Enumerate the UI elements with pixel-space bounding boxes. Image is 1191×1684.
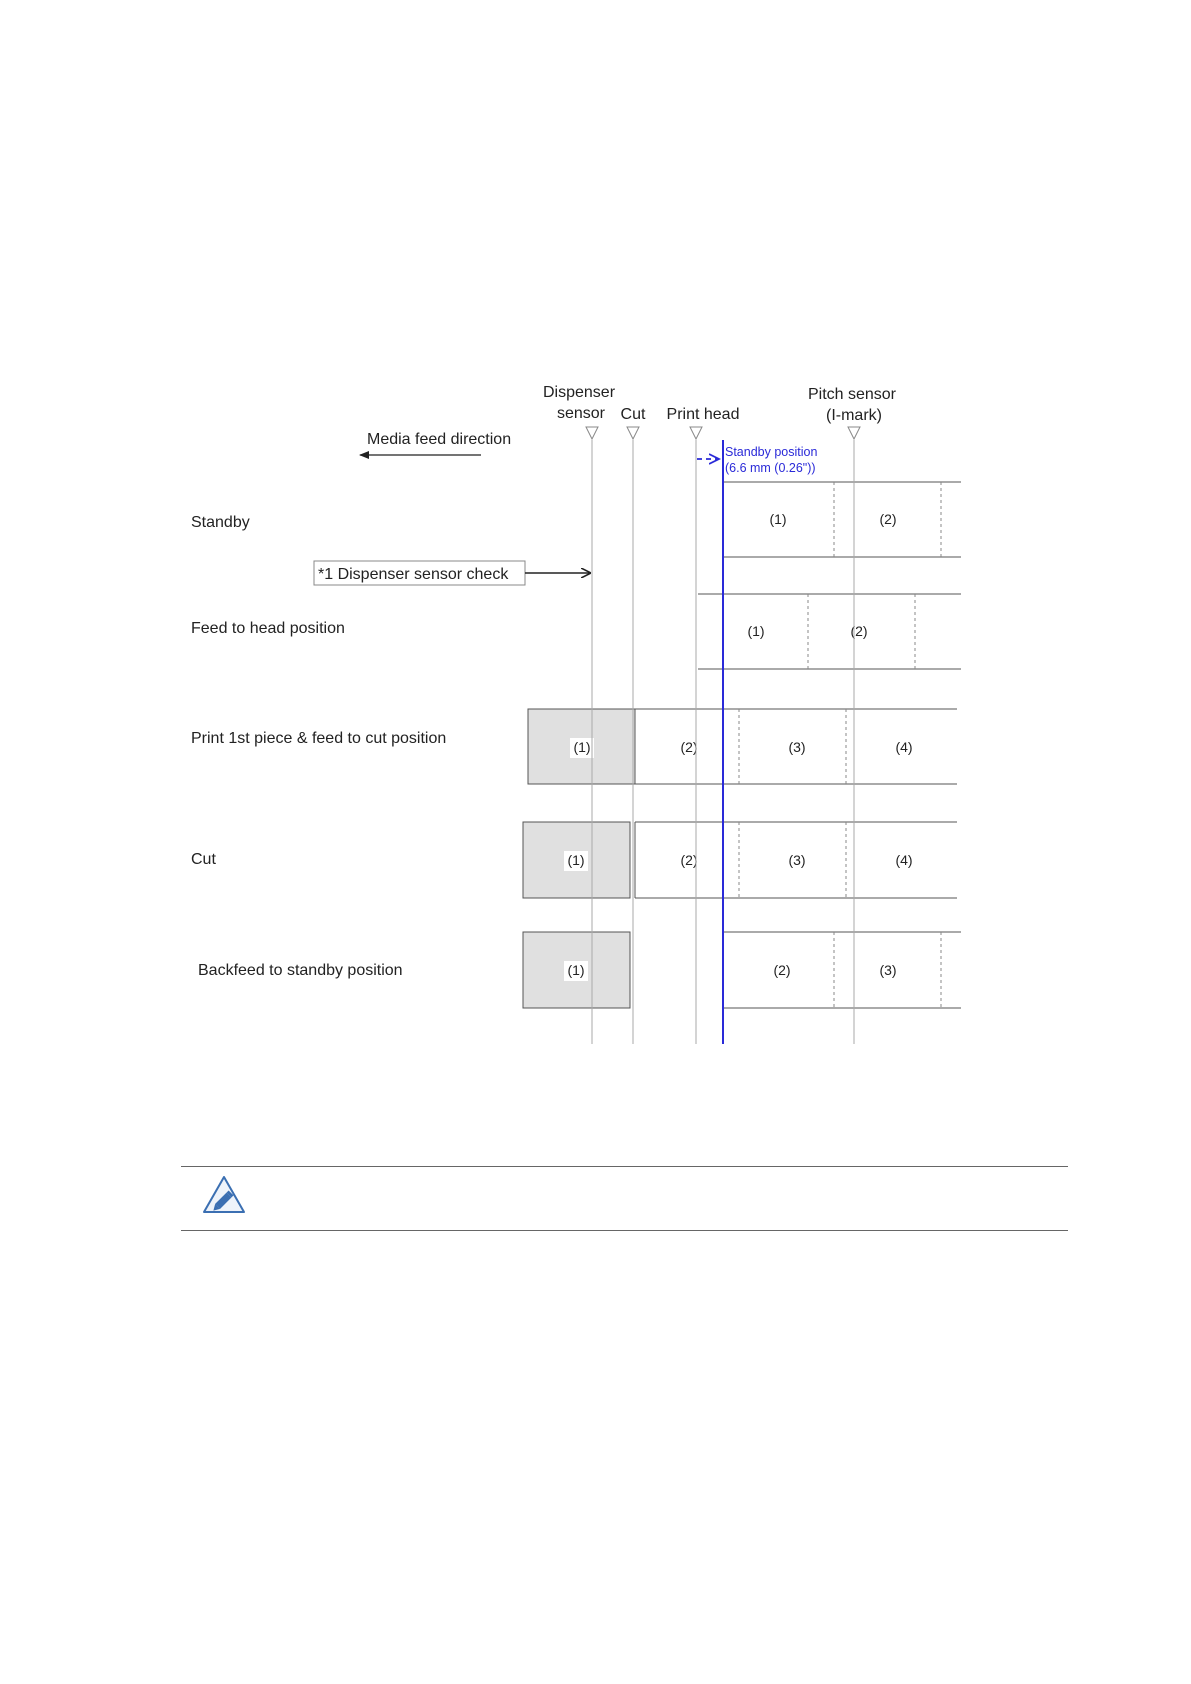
- backfeed-cell-1: (1): [567, 962, 585, 978]
- pitch-sensor-label-line1: Pitch sensor: [807, 386, 897, 403]
- print-head-marker-icon: [690, 427, 702, 439]
- cut-marker-icon: [627, 427, 639, 439]
- pitch-sensor-label-line2: (I-mark): [826, 407, 882, 424]
- cut-label: Cut: [620, 406, 646, 423]
- backfeed-cell-3: (3): [879, 962, 897, 978]
- step-label-cut: Cut: [191, 851, 216, 868]
- feed-cell-1: (1): [747, 623, 765, 639]
- pencil-note-icon: [202, 1175, 246, 1215]
- dispenser-sensor-label-line2: sensor: [556, 405, 606, 422]
- standby-cell-1: (1): [769, 511, 787, 527]
- print-first-cell-2: (2): [680, 739, 698, 755]
- cut-media: [523, 822, 957, 898]
- standby-media: [723, 482, 961, 557]
- cut-cell-3: (3): [788, 852, 806, 868]
- step-label-feed-to-head: Feed to head position: [191, 620, 345, 637]
- print-head-label: Print head: [666, 406, 740, 423]
- cut-cell-4: (4): [895, 852, 913, 868]
- dispenser-sensor-marker-icon: [586, 427, 598, 439]
- print-first-cell-1: (1): [573, 739, 591, 755]
- cut-cell-2: (2): [680, 852, 698, 868]
- step-label-standby: Standby: [191, 514, 250, 531]
- media-feed-direction-label: Media feed direction: [367, 431, 512, 448]
- note-top-rule: [181, 1166, 1068, 1167]
- feed-cell-2: (2): [850, 623, 868, 639]
- print-first-cell-4: (4): [895, 739, 913, 755]
- pitch-sensor-marker-icon: [848, 427, 860, 439]
- standby-position-label-line2: (6.6 mm (0.26")): [725, 461, 816, 475]
- print-first-cell-3: (3): [788, 739, 806, 755]
- cut-cell-1: (1): [567, 852, 585, 868]
- dispenser-sensor-label-line1: Dispenser: [542, 384, 616, 401]
- feed-to-head-media: [698, 594, 961, 669]
- standby-position-label-line1: Standby position: [725, 445, 818, 459]
- standby-cell-2: (2): [879, 511, 897, 527]
- step-label-print-first: Print 1st piece & feed to cut position: [191, 730, 447, 747]
- note-bottom-rule: [181, 1230, 1068, 1231]
- step-label-backfeed: Backfeed to standby position: [198, 962, 403, 979]
- dispenser-check-label: *1 Dispenser sensor check: [318, 566, 509, 583]
- backfeed-cell-2: (2): [773, 962, 791, 978]
